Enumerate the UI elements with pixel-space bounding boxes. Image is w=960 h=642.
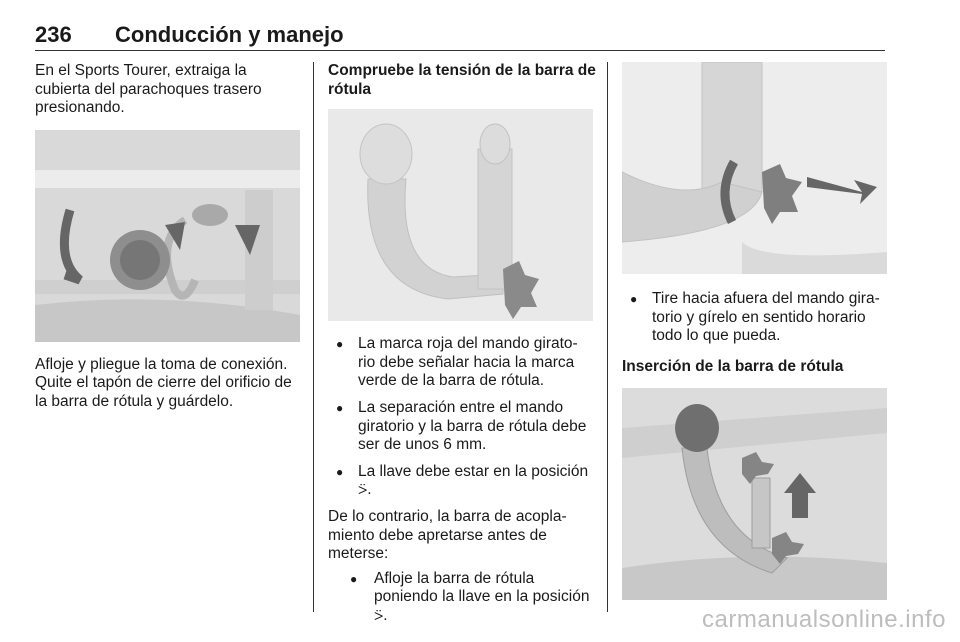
tension-checklist (328, 335, 598, 500)
figure-ball-bar-knob (328, 109, 593, 321)
column-divider (313, 62, 314, 612)
figure-caption: Afloje y pliegue la toma de conexión. Quite el tapón de cierre del orificio de la barra de rótula y guárdelo. (35, 355, 292, 410)
column-right (622, 62, 887, 600)
pull-knob-list (622, 290, 887, 346)
otherwise-paragraph: De lo contrario, la barra de acopla- miento debe apretarse antes de meterse: (328, 507, 567, 563)
list-item: ● Tire hacia afuera del mando gira- torio y gírelo en sentido horario todo lo que pueda. (622, 290, 887, 346)
intro-paragraph: En el Sports Tourer, extraiga la cubierta del parachoques trasero presionando. (35, 62, 262, 117)
page-number: 236 (35, 22, 72, 47)
connector-socket-illustration (35, 130, 300, 342)
chapter-title: Conducción y manejo (115, 22, 344, 47)
list-item: ● Afloje la barra de rótula poniendo la llave en la posición ⍩. (328, 570, 598, 626)
figure-pull-knob (622, 62, 887, 274)
figure-connector-socket (35, 130, 300, 342)
column-left (35, 62, 300, 412)
watermark: carmanualsonline.info (702, 606, 946, 633)
pull-knob-illustration (622, 62, 887, 274)
loosen-list (328, 570, 598, 626)
list-item: ● La llave debe estar en la posición ⍩. (328, 463, 598, 500)
section-heading-insertion: Inserción de la barra de rótula (622, 357, 844, 375)
page-header (35, 22, 885, 51)
column-middle (328, 62, 598, 626)
ball-bar-illustration (328, 109, 593, 321)
list-item: ● La marca roja del mando girato- rio debe señalar hacia la marca verde de la barra de rótula. (328, 335, 598, 391)
insert-bar-illustration (622, 388, 887, 600)
list-item: ● La separación entre el mando giratorio y la barra de rótula debe ser de unos 6 mm. (328, 399, 598, 455)
column-divider (607, 62, 608, 612)
section-heading-tension: Compruebe la tensión de la barra de rótula (328, 62, 596, 98)
figure-insert-bar (622, 388, 887, 600)
